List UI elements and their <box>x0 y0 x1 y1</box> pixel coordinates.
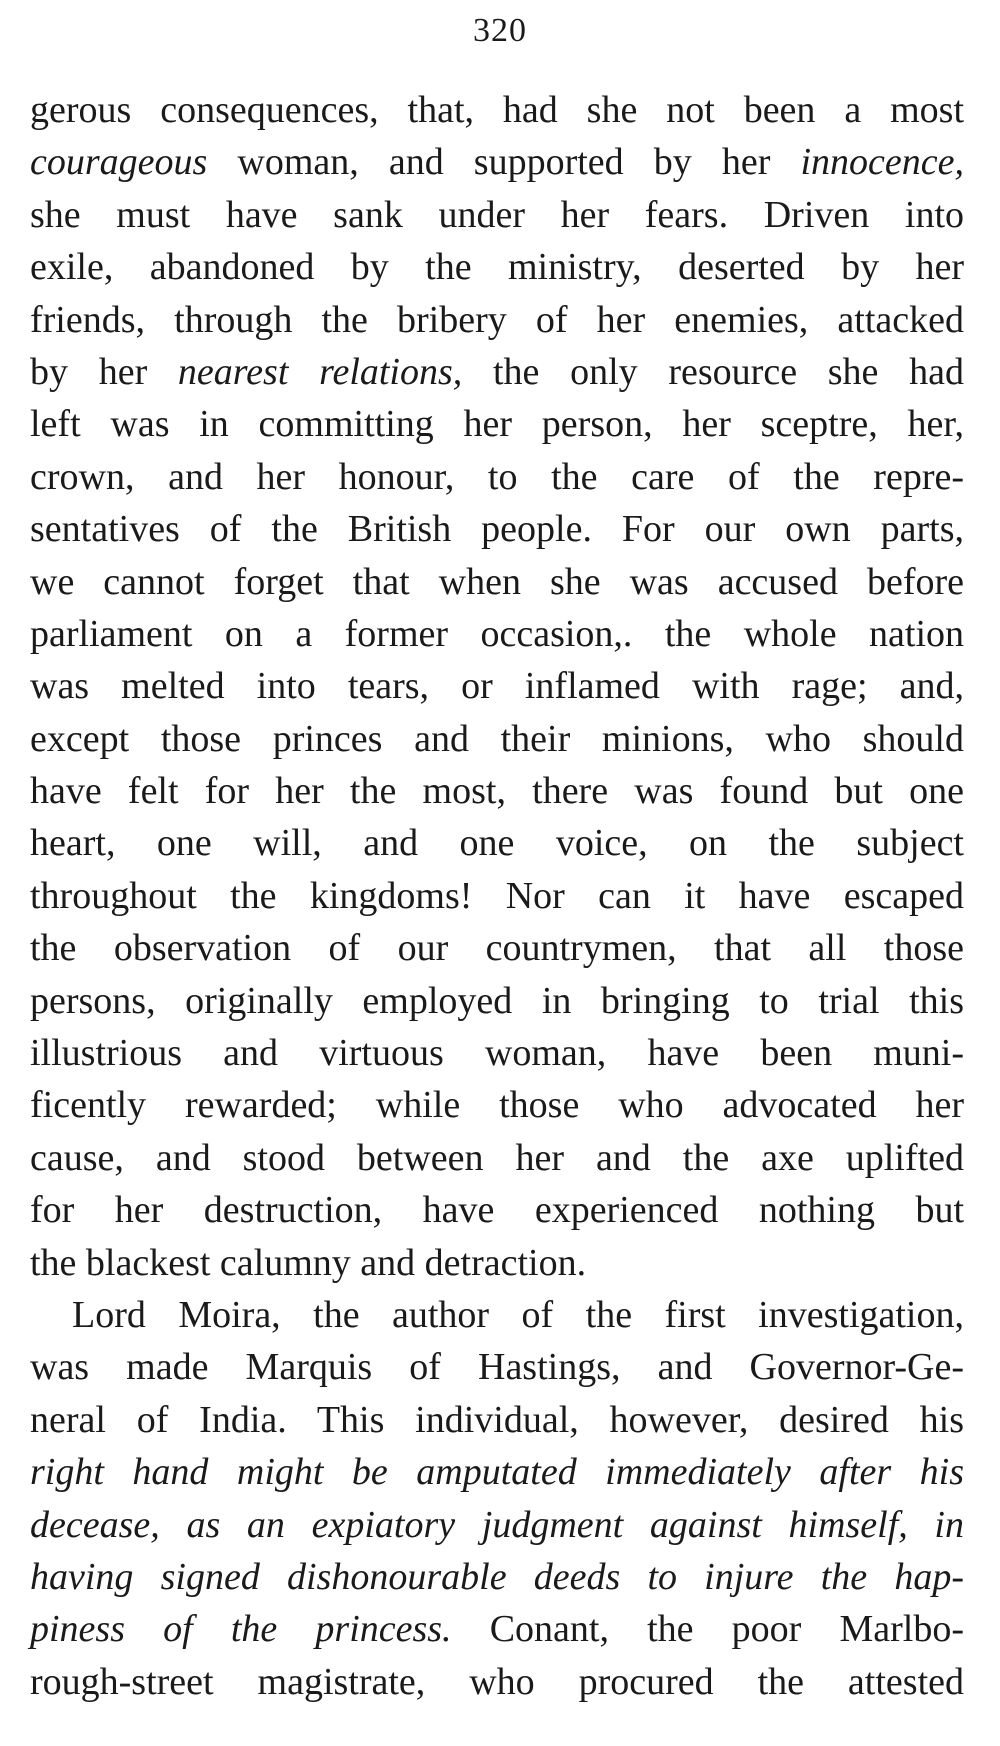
text-line: ficently rewarded; while those who advocated her <box>30 1084 964 1127</box>
text-run: Conant, the poor Marlbo- <box>451 1608 964 1651</box>
text-line: exile, abandoned by the ministry, deserted by her <box>30 246 964 289</box>
text-line: for her destruction, have experienced nothing but <box>30 1189 964 1232</box>
text-line: the blackest calumny and detraction. <box>30 1241 587 1284</box>
text-line: crown, and her honour, to the care of the repre- <box>30 455 964 498</box>
text-line: illustrious and virtuous woman, have been muni- <box>30 1032 964 1075</box>
text-line: parliament on a former occasion,. the whole nation <box>30 612 964 655</box>
text-line: throughout the kingdoms! Nor can it have escaped <box>30 874 964 917</box>
text-line: Lord Moira, the author of the first investigation, <box>72 1293 964 1336</box>
italic-phrase: piness of the princess. <box>30 1608 452 1651</box>
text-line: except those princes and their minions, who should <box>30 717 964 760</box>
text-run: by her <box>30 350 178 393</box>
text-line: right hand might be amputated immediately after his <box>30 1451 964 1494</box>
text-line: friends, through the bribery of her enemies, attacked <box>30 298 964 341</box>
text-line: she must have sank under her fears. Driven into <box>30 193 964 236</box>
text-line: heart, one will, and one voice, on the subject <box>30 822 964 865</box>
italic-phrase: courageous <box>30 141 208 184</box>
text-line: left was in committing her person, her sceptre, her, <box>30 403 964 446</box>
text-line: neral of India. This individual, however, desired his <box>30 1398 964 1441</box>
paragraph-2 <box>30 1289 964 1708</box>
text-line: was melted into tears, or inflamed with rage; and, <box>30 665 964 708</box>
page-number: 320 <box>473 12 527 49</box>
italic-phrase: innocence, <box>800 141 964 184</box>
text-line: was made Marquis of Hastings, and Governor-Ge- <box>30 1346 964 1389</box>
text-line <box>30 1603 964 1655</box>
italic-phrase: nearest relations, <box>177 350 463 393</box>
text-line <box>30 136 964 188</box>
text-line: rough-street magistrate, who procured the attested <box>30 1660 964 1703</box>
body-text <box>30 84 964 1708</box>
text-line: sentatives of the British people. For our own parts, <box>30 508 964 551</box>
text-line: we cannot forget that when she was accused before <box>30 560 964 603</box>
text-line <box>30 346 964 398</box>
text-line: cause, and stood between her and the axe uplifted <box>30 1136 964 1179</box>
text-line: persons, originally employed in bringing to trial this <box>30 979 964 1022</box>
text-run: woman, and supported by her <box>207 141 801 184</box>
text-line: gerous consequences, that, had she not been a most <box>30 89 964 131</box>
text-line: decease, as an expiatory judgment against himself, in <box>30 1503 964 1546</box>
text-line: have felt for her the most, there was found but one <box>30 770 964 813</box>
paragraph-1 <box>30 84 964 1289</box>
text-line: the observation of our countrymen, that all those <box>30 927 964 970</box>
text-line: having signed dishonourable deeds to injure the hap- <box>30 1555 964 1598</box>
text-run: the only resource she had <box>462 350 964 393</box>
